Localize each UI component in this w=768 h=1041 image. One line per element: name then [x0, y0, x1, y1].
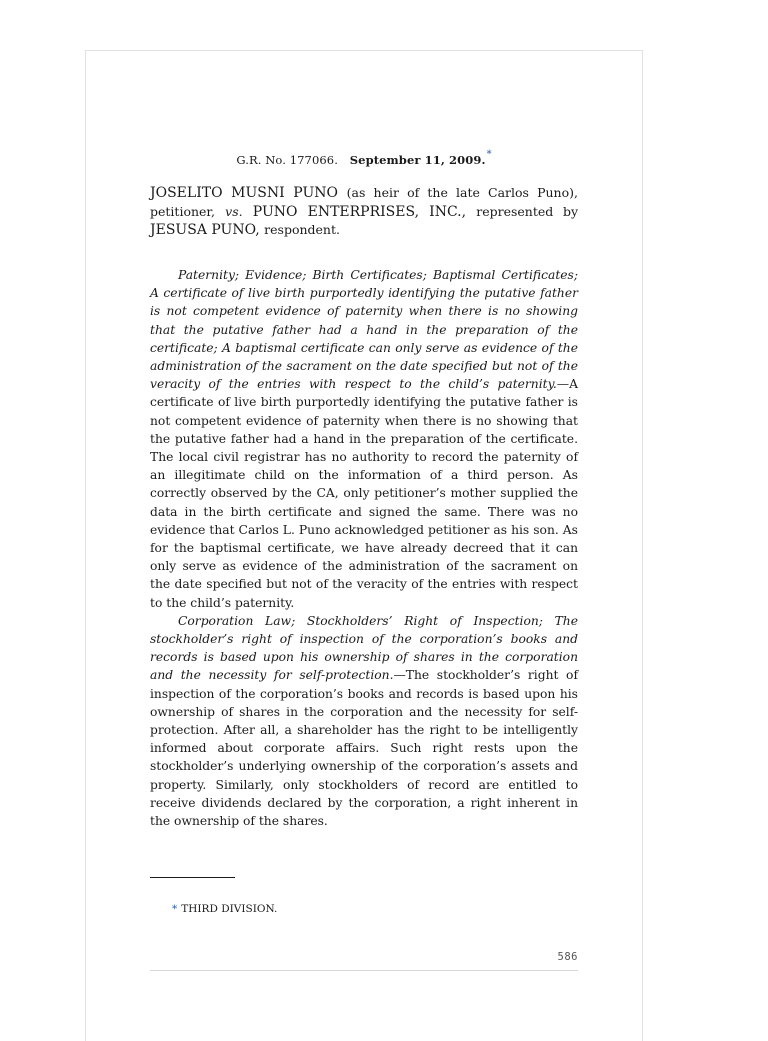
syllabus-paragraph — [150, 612, 578, 830]
case-parties — [150, 184, 578, 240]
gr-number: G.R. No. 177066. — [236, 153, 338, 167]
syllabus-text: A certificate of live birth purportedly identifying the putative father is not competent evidence of paternity when there is no showing that the putative father had a hand in the preparation of the certificate. The local civil registrar has no authority to record the paternity of an illegitimate child on the information of a third person. As correctly observed by the CA, only petitioner’s mother supplied the data in the birth certificate and signed the same. There was no evidence that Carlos L. Puno acknowledged petitioner as his son. As for the baptismal certificate, we have already decreed that it can only serve as evidence of the administration of the sacrament on the date specified but not of the veracity of the entries with respect to the child’s paternity. — [150, 377, 578, 610]
footnote-text: THIRD DIVISION. — [181, 903, 278, 915]
document-page — [85, 50, 643, 1041]
footnote-divider — [150, 877, 235, 878]
footnote-marker: * — [172, 903, 178, 915]
decision-date: September 11, 2009. — [349, 153, 486, 167]
syllabus-heading: Corporation Law; Stockholders’ Right of Inspection; The stockholder’s right of inspection of the corporation’s books and records is based upon his ownership of shares in the corporation and the necessity for self-protection.— — [150, 613, 578, 683]
syllabus-paragraph — [150, 266, 578, 612]
bottom-divider — [150, 970, 578, 971]
page-number: 586 — [557, 951, 578, 963]
footnote — [172, 903, 277, 915]
petitioner-name: JOSELITO MUSNI PUNO — [150, 185, 338, 201]
petitioner-note: (as heir of the late Carlos Puno), petitioner, — [150, 185, 578, 219]
case-number-line — [150, 149, 578, 167]
syllabus-body — [150, 266, 578, 830]
represented-by-label: represented by — [476, 203, 579, 219]
syllabus-text: The stockholder’s right of inspection of the corporation’s books and records is based upon his ownership of shares in the corporation and the necessity for self-protection. After all, a shareholder has the right to be intelligently informed about corporate affairs. Such right rests upon the stockholder’s underlying ownership of the corporation’s assets and property. Similarly, only stockholders of record are entitled to receive dividends declared by the corporation, a right inherent in the ownership of the shares. — [150, 668, 578, 829]
versus-label: vs. — [225, 203, 243, 219]
syllabus-heading: Paternity; Evidence; Birth Certificates; Baptismal Certificates; A certificate of live birth purportedly identifying the putative father is not competent evidence of paternity when there is no showing that the putative father had a hand in the preparation of the certificate; A baptismal certificate can only serve as evidence of the administration of the sacrament on the date specified but not of the veracity of the entries with respect to the child’s paternity.— — [150, 268, 578, 392]
respondent-company: PUNO ENTERPRISES, INC., — [252, 203, 467, 220]
representative-name: JESUSA PUNO, — [150, 222, 260, 238]
respondent-label: respondent. — [264, 222, 340, 237]
footnote-marker-link[interactable]: * — [486, 149, 492, 160]
